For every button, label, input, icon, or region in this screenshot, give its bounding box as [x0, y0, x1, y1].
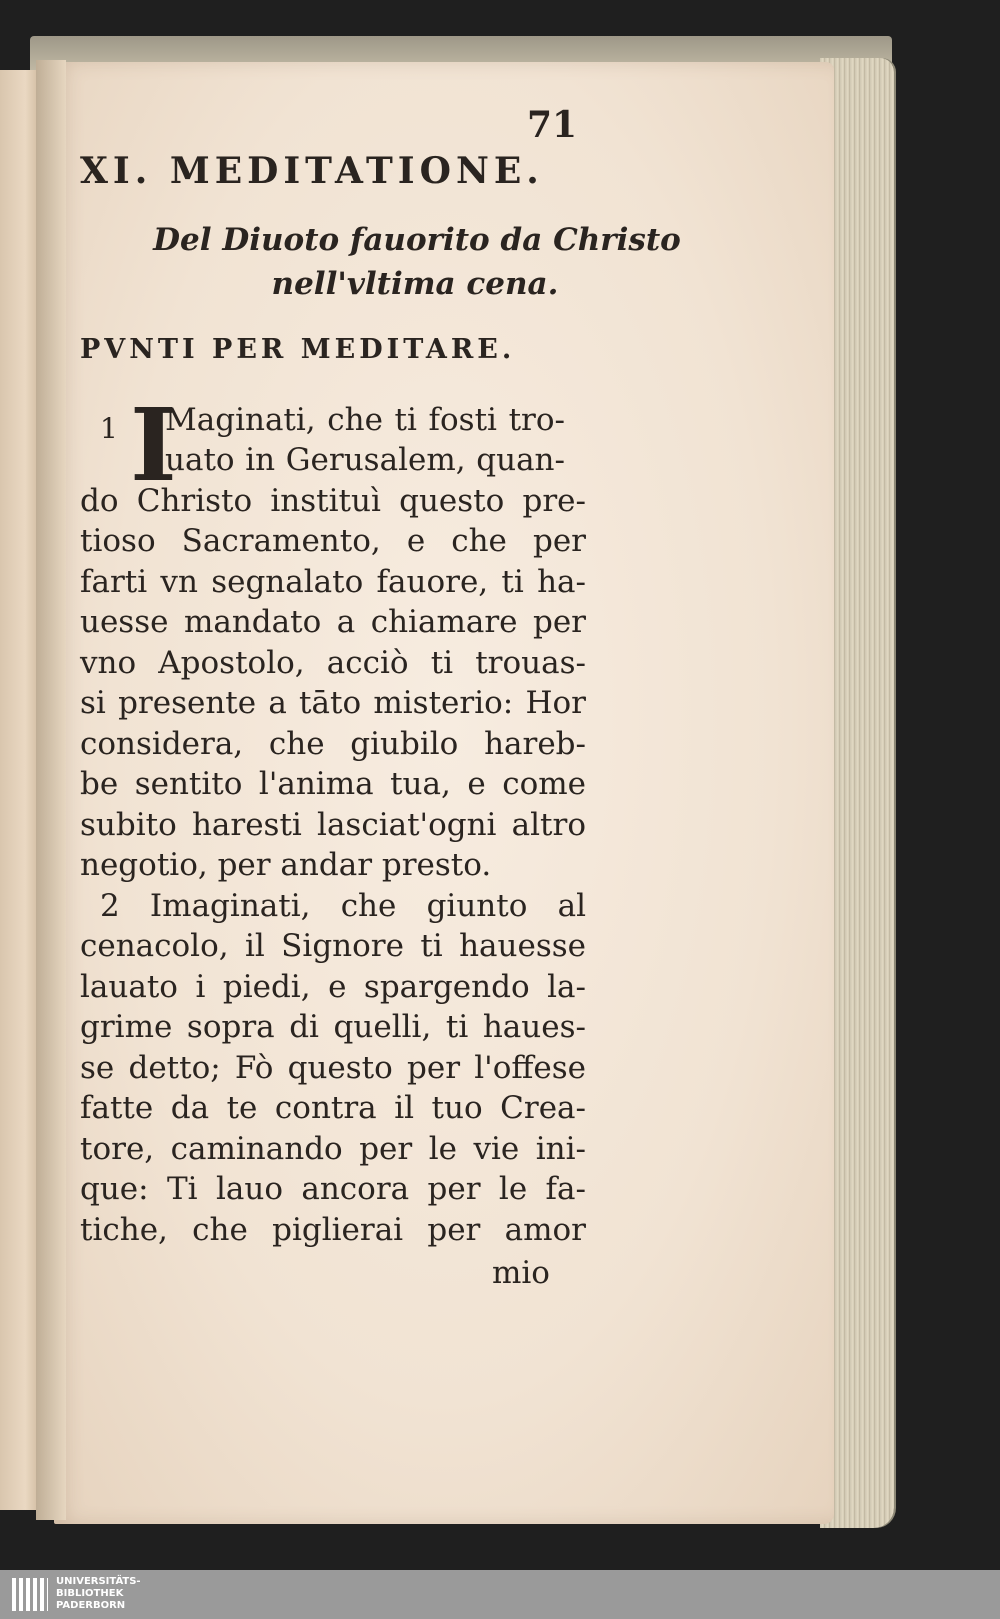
paragraph1-line: si presente a tāto misterio: Hor [80, 685, 586, 721]
paragraph2-line: lauato i piedi, e spargendo la- [80, 969, 586, 1005]
footer-bar [0, 1570, 1000, 1619]
section-heading: PVNTI PER MEDITARE. [80, 334, 516, 365]
paragraph1-line: uesse mandato a chiamare per [80, 604, 586, 640]
library-logo-icon [12, 1578, 48, 1611]
paragraph2-line: cenacolo, il Signore ti hauesse [80, 928, 586, 964]
paragraph1-line: Maginati, che ti fosti tro- [165, 402, 565, 438]
subtitle-line-2: nell'vltima cena. [271, 266, 559, 302]
paragraph2-line: tore, caminando per le vie ini- [80, 1131, 586, 1167]
paragraph1-line: vno Apostolo, acciò ti trouas- [80, 645, 586, 681]
subtitle-line-1: Del Diuoto fauorito da Christo [153, 222, 681, 258]
page-number: 71 [527, 104, 578, 146]
meditation-heading: XI. MEDITATIONE. [80, 150, 544, 192]
catchword: mio [492, 1255, 550, 1291]
paragraph1-line: be sentito l'anima tua, e come [80, 766, 586, 802]
page-gutter [36, 60, 66, 1520]
paragraph1-line: considera, che giubilo hareb- [80, 726, 586, 762]
paragraph1-line: tioso Sacramento, e che per [80, 523, 586, 559]
paragraph2-line: que: Ti lauo ancora per le fa- [80, 1171, 586, 1207]
paragraph1-line: do Christo instituì questo pre- [80, 483, 586, 519]
paragraph2-line: 2 Imaginati, che giunto al [100, 888, 586, 924]
paragraph2-line: tiche, che piglierai per amor [80, 1212, 586, 1248]
paragraph1-line: subito haresti lasciat'ogni altro [80, 807, 586, 843]
paragraph-number: 1 [100, 412, 118, 445]
drop-cap: I [130, 386, 177, 504]
paragraph1-line: negotio, per andar presto. [80, 847, 492, 883]
library-name: UNIVERSITÄTS- BIBLIOTHEK PADERBORN [56, 1576, 141, 1611]
paragraph2-line: grime sopra di quelli, ti haues- [80, 1009, 586, 1045]
paragraph2-line: se detto; Fò questo per l'offese [80, 1050, 586, 1086]
paragraph1-line: farti vn segnalato fauore, ti ha- [80, 564, 586, 600]
paragraph1-line: uato in Gerusalem, quan- [165, 442, 565, 478]
paragraph2-line: fatte da te contra il tuo Crea- [80, 1090, 586, 1126]
